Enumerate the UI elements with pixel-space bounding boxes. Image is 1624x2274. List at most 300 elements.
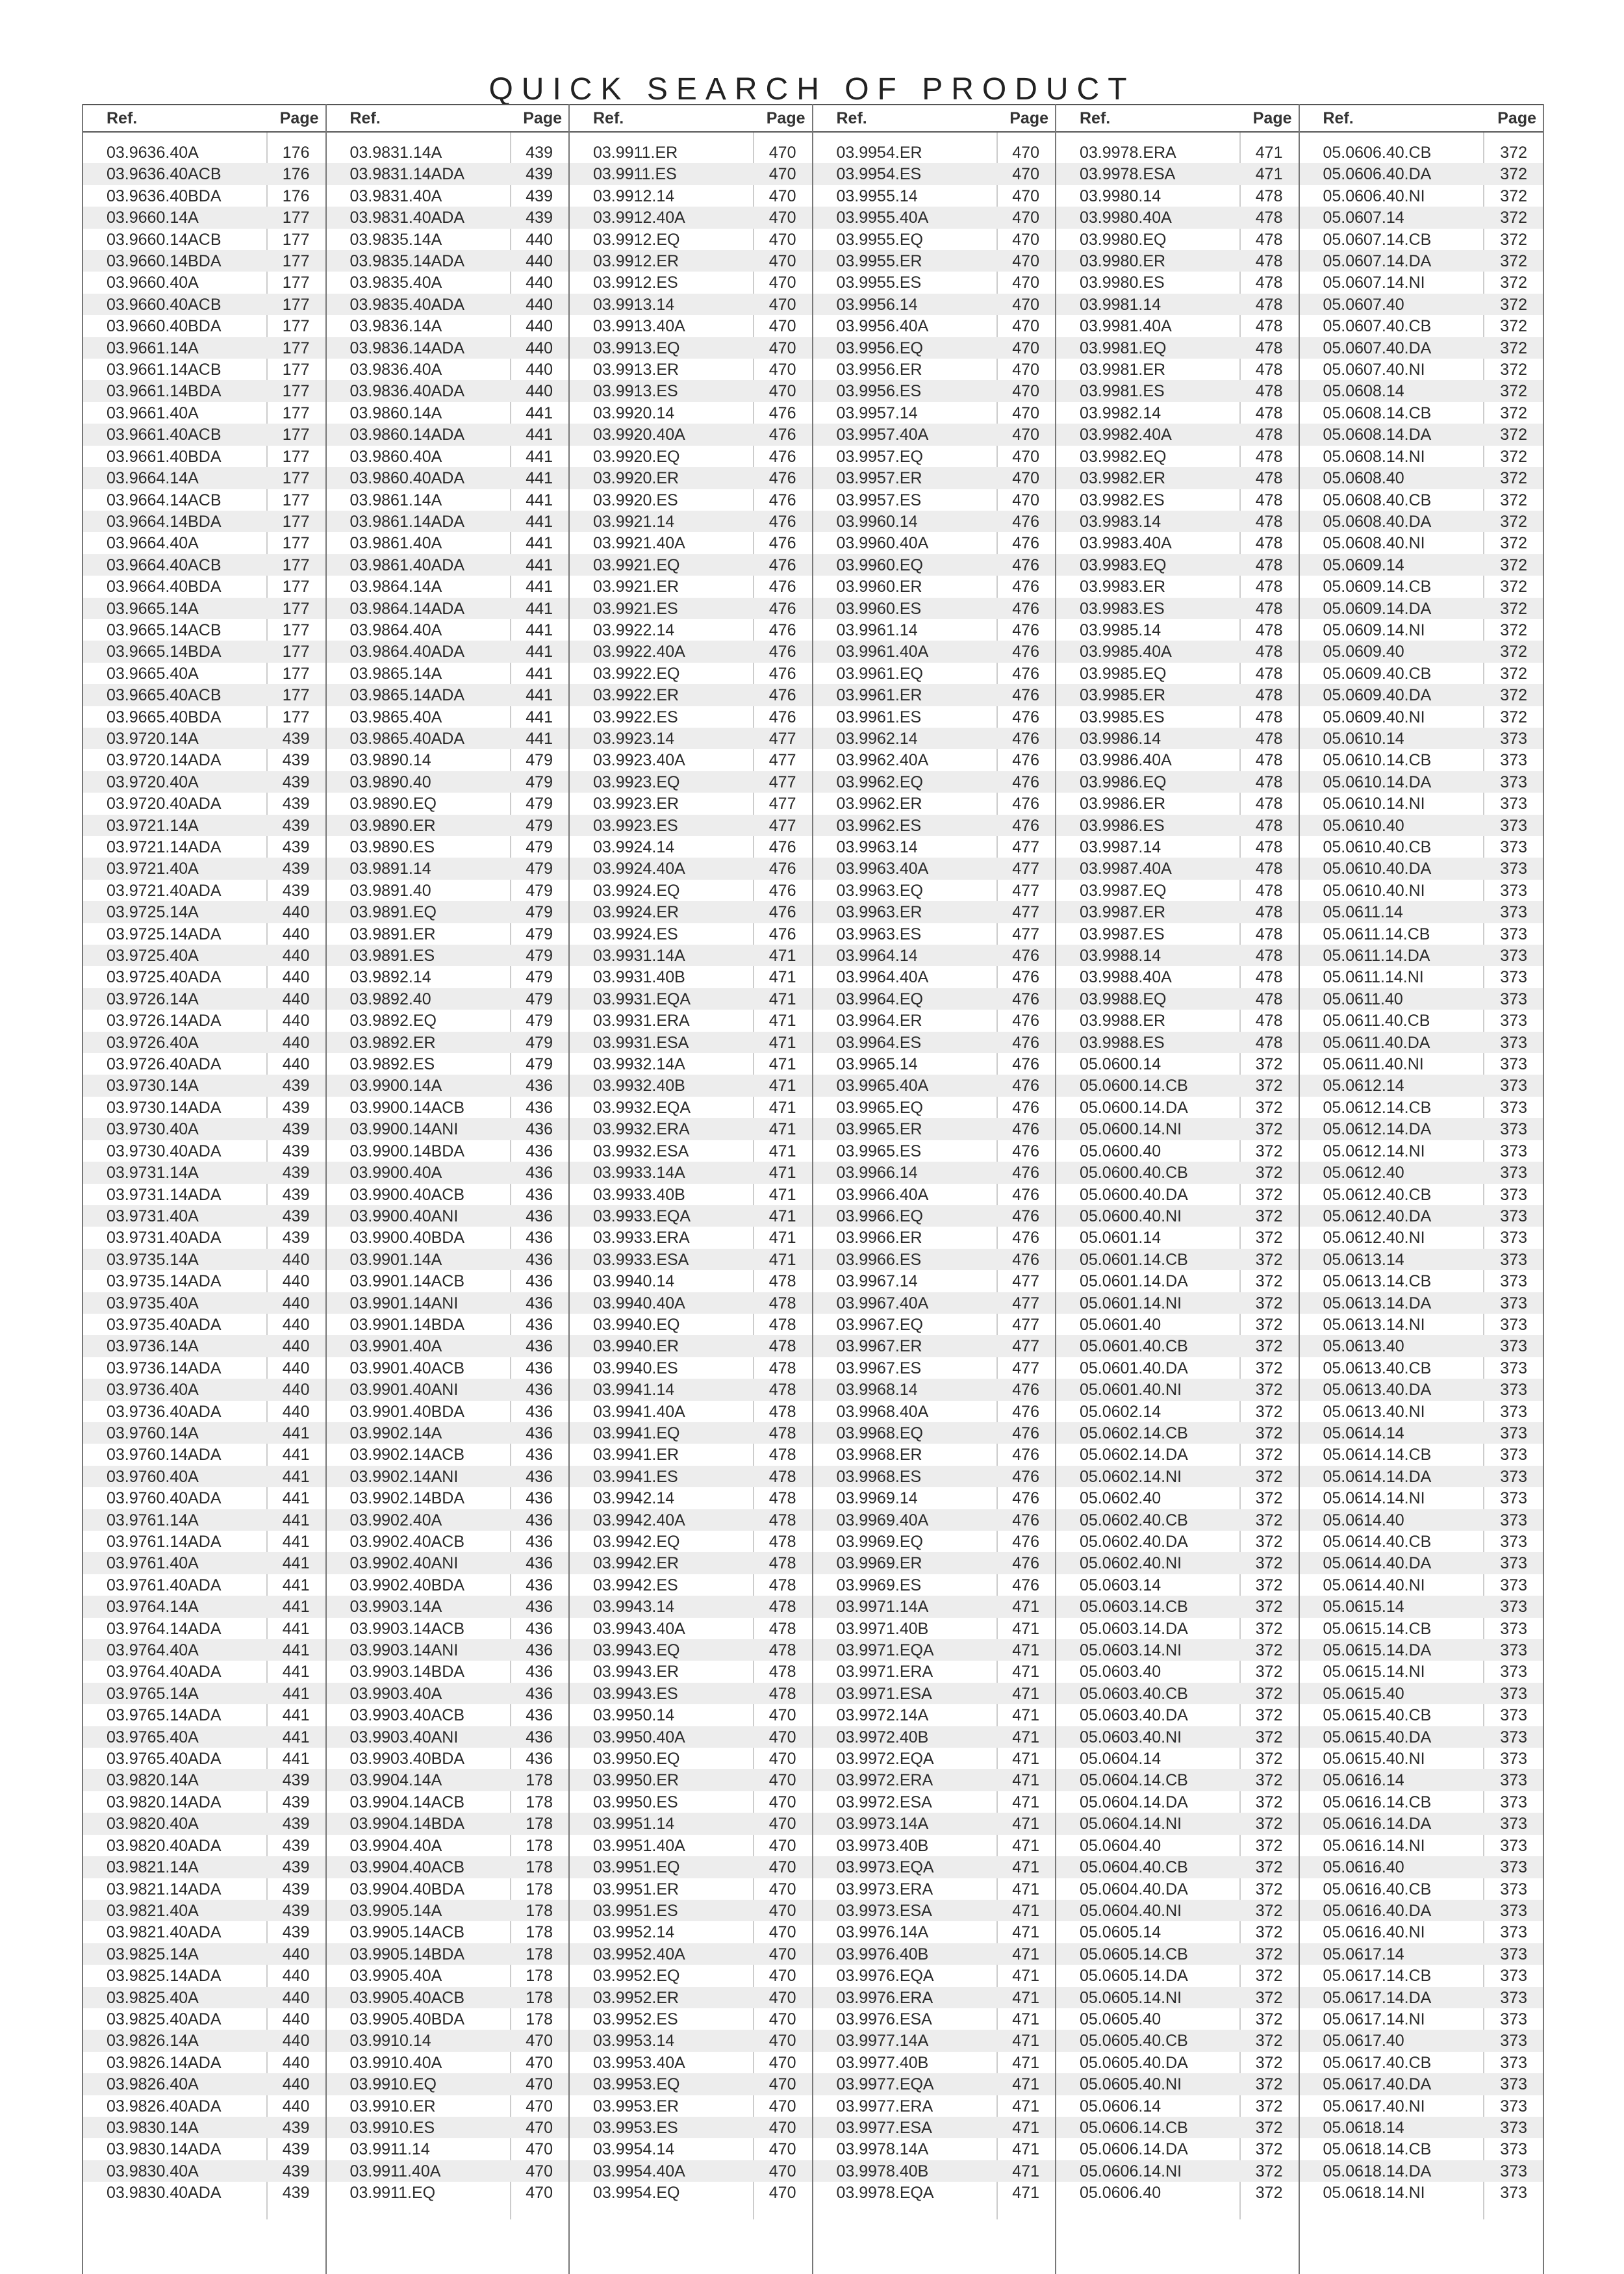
page-number: 439 — [282, 1836, 310, 1855]
page-number: 372 — [1255, 1294, 1283, 1312]
column-rows — [83, 142, 325, 2204]
page-number: 470 — [768, 1901, 796, 1920]
table-row — [813, 858, 1056, 879]
product-ref: 03.9923.ER — [593, 795, 679, 813]
table-row — [1056, 2008, 1299, 2030]
table-row — [83, 1531, 325, 1552]
page-number: 471 — [1012, 1967, 1039, 1986]
product-ref: 03.9665.14BDA — [107, 643, 222, 661]
table-row — [83, 706, 325, 728]
table-row — [1056, 1140, 1299, 1162]
page-number: 441 — [282, 1554, 310, 1573]
page-number: 372 — [1500, 643, 1527, 661]
table-row — [570, 511, 812, 532]
product-ref: 03.9720.14A — [107, 729, 199, 748]
table-row — [327, 185, 569, 207]
product-ref: 05.0617.40.DA — [1323, 2075, 1432, 2094]
table-row — [83, 2030, 325, 2051]
table-row — [1056, 598, 1299, 619]
table-row — [813, 793, 1056, 814]
product-ref: 05.0608.14.CB — [1323, 403, 1432, 422]
table-row — [570, 1813, 812, 1834]
table-row — [1056, 749, 1299, 771]
product-ref: 05.0616.40.DA — [1323, 1901, 1432, 1920]
page-number: 372 — [1255, 1663, 1283, 1681]
page-number: 373 — [1500, 2032, 1527, 2050]
product-ref: 03.9940.14 — [593, 1272, 675, 1291]
table-row — [83, 1032, 325, 1053]
product-ref: 03.9911.ES — [593, 165, 677, 184]
table-row — [1300, 272, 1543, 293]
table-row — [83, 1921, 325, 1943]
product-ref: 03.9835.14A — [349, 230, 442, 249]
table-row — [83, 988, 325, 1010]
page-number: 440 — [282, 1945, 310, 1963]
table-row — [570, 1531, 812, 1552]
product-ref: 05.0603.14.CB — [1080, 1598, 1188, 1616]
page-number: 177 — [282, 686, 310, 705]
page-number: 478 — [1255, 534, 1283, 553]
product-ref: 03.9764.40A — [107, 1641, 199, 1660]
product-ref: 05.0600.40.DA — [1080, 1185, 1188, 1204]
table-row — [1300, 511, 1543, 532]
product-ref: 03.9725.40A — [107, 947, 199, 965]
page-title: QUICK SEARCH OF PRODUCT — [488, 72, 1136, 107]
product-ref: 05.0606.40.NI — [1323, 186, 1425, 205]
page-number: 440 — [526, 252, 553, 271]
table-row — [1056, 945, 1299, 966]
page-number: 478 — [1255, 729, 1283, 748]
page-number: 436 — [526, 1641, 553, 1660]
page-number: 476 — [768, 426, 796, 444]
table-row — [813, 489, 1056, 511]
table-row — [83, 1987, 325, 2008]
product-ref: 03.9831.14A — [349, 144, 442, 162]
page-number: 476 — [768, 664, 796, 683]
page-number: 372 — [1255, 1576, 1283, 1594]
table-row — [813, 1466, 1056, 1487]
table-row — [1300, 684, 1543, 706]
product-ref: 03.9864.14A — [349, 578, 442, 596]
page-number: 436 — [526, 1250, 553, 1269]
product-ref: 05.0617.40.CB — [1323, 2053, 1432, 2072]
table-row — [1056, 272, 1299, 293]
table-row — [327, 793, 569, 814]
page-number: 478 — [1255, 361, 1283, 379]
page-number: 470 — [768, 2184, 796, 2203]
table-row — [570, 489, 812, 511]
table-row — [570, 294, 812, 315]
table-row — [1300, 185, 1543, 207]
page-number: 471 — [1012, 1728, 1039, 1746]
product-ref: 03.9903.14A — [349, 1598, 442, 1616]
table-row — [1300, 663, 1543, 684]
product-ref: 05.0614.40 — [1323, 1511, 1404, 1529]
page-number: 476 — [1012, 1229, 1039, 1247]
page-number: 440 — [526, 295, 553, 314]
table-row — [83, 1965, 325, 1986]
table-row — [1300, 1401, 1543, 1422]
index-column-4 — [813, 104, 1057, 2274]
page-number: 372 — [1255, 2010, 1283, 2028]
product-ref: 03.9977.40B — [836, 2053, 929, 2072]
product-ref: 03.9932.40B — [593, 1077, 685, 1095]
table-row — [1056, 2073, 1299, 2095]
page-number: 471 — [1012, 1641, 1039, 1660]
table-row — [1300, 315, 1543, 337]
product-ref: 05.0608.14.NI — [1323, 447, 1425, 466]
product-ref: 03.9730.40ADA — [107, 1142, 222, 1160]
product-ref: 03.9931.EQA — [593, 990, 691, 1008]
table-row — [813, 1401, 1056, 1422]
product-ref: 03.9820.40A — [107, 1815, 199, 1833]
table-row — [570, 1618, 812, 1639]
table-row — [327, 2138, 569, 2160]
table-row — [1056, 641, 1299, 662]
page-number: 470 — [526, 2097, 553, 2115]
page-number: 478 — [1255, 274, 1283, 292]
page-number: 476 — [1012, 1446, 1039, 1464]
table-row — [1056, 1205, 1299, 1227]
table-row — [813, 2073, 1056, 2095]
product-ref: 03.9826.40A — [107, 2075, 199, 2094]
table-row — [570, 793, 812, 814]
table-row — [327, 836, 569, 858]
product-ref: 03.9951.40A — [593, 1836, 685, 1855]
table-row — [327, 1422, 569, 1444]
page-number: 441 — [282, 1424, 310, 1442]
table-row — [1056, 1965, 1299, 1986]
table-row — [83, 1791, 325, 1813]
table-row — [1056, 1574, 1299, 1596]
product-ref: 03.9730.14ADA — [107, 1098, 222, 1117]
page-number: 373 — [1500, 2053, 1527, 2072]
page-number: 479 — [526, 947, 553, 965]
page-number: 471 — [1012, 1706, 1039, 1725]
page-number: 478 — [1255, 881, 1283, 900]
page-number: 470 — [768, 1815, 796, 1833]
table-row — [1056, 1900, 1299, 1921]
table-row — [83, 771, 325, 793]
page-number: 372 — [1255, 1728, 1283, 1746]
page-number: 372 — [1500, 144, 1527, 162]
product-ref: 05.0602.14.NI — [1080, 1467, 1182, 1486]
product-ref: 03.9950.40A — [593, 1728, 685, 1746]
product-ref: 05.0617.14.DA — [1323, 1988, 1432, 2007]
page-number: 373 — [1500, 1750, 1527, 1769]
table-row — [327, 1921, 569, 1943]
product-ref: 03.9761.14ADA — [107, 1533, 222, 1551]
page-number: 441 — [526, 729, 553, 748]
product-ref: 03.9720.40ADA — [107, 795, 222, 813]
page-number: 477 — [768, 795, 796, 813]
product-ref: 03.9954.14 — [593, 2140, 675, 2159]
page-number: 373 — [1500, 1967, 1527, 1986]
table-row — [1056, 1704, 1299, 1726]
table-row — [1300, 2095, 1543, 2117]
page-number: 478 — [1255, 512, 1283, 531]
product-ref: 05.0617.14.CB — [1323, 1967, 1432, 1986]
product-ref: 03.9665.14A — [107, 599, 199, 618]
product-ref: 03.9982.ER — [1080, 469, 1166, 488]
table-row — [813, 1856, 1056, 1878]
table-row — [813, 966, 1056, 988]
table-row — [1300, 1053, 1543, 1075]
table-row — [813, 1726, 1056, 1748]
table-row — [1056, 793, 1299, 814]
page-number: 372 — [1500, 230, 1527, 249]
page-number: 478 — [1255, 773, 1283, 791]
product-ref: 03.9932.14A — [593, 1055, 685, 1074]
table-row — [1300, 1748, 1543, 1769]
table-row — [813, 1487, 1056, 1509]
table-row — [570, 1466, 812, 1487]
product-ref: 05.0606.40.DA — [1323, 165, 1432, 184]
table-row — [1300, 858, 1543, 879]
page-number: 471 — [1255, 144, 1283, 162]
table-row — [327, 1314, 569, 1335]
product-ref: 05.0612.40.NI — [1323, 1229, 1425, 1247]
product-ref: 05.0609.40.DA — [1323, 686, 1432, 705]
page-number: 476 — [768, 860, 796, 878]
page-number: 177 — [282, 295, 310, 314]
table-row — [1056, 1249, 1299, 1270]
page-number: 372 — [1255, 2075, 1283, 2094]
table-row — [570, 1639, 812, 1661]
product-ref: 03.9973.14A — [836, 1815, 929, 1833]
page-number: 441 — [282, 1533, 310, 1551]
table-row — [570, 1943, 812, 1965]
table-row — [327, 1379, 569, 1400]
product-ref: 05.0607.14.NI — [1323, 274, 1425, 292]
page-number: 373 — [1500, 1489, 1527, 1508]
table-row — [570, 1487, 812, 1509]
table-row — [1056, 858, 1299, 879]
table-row — [1056, 1683, 1299, 1704]
page-number: 439 — [282, 1793, 310, 1811]
page-number: 470 — [768, 252, 796, 271]
page-number: 478 — [1255, 838, 1283, 856]
product-ref: 03.9921.ER — [593, 578, 679, 596]
table-row — [1056, 1357, 1299, 1379]
table-row — [813, 1075, 1056, 1096]
table-row — [327, 272, 569, 293]
table-row — [570, 1314, 812, 1335]
table-row — [327, 706, 569, 728]
page-number: 436 — [526, 1185, 553, 1204]
product-ref: 05.0604.40.DA — [1080, 1880, 1188, 1898]
product-ref: 05.0605.40.CB — [1080, 2032, 1188, 2050]
page-number: 471 — [768, 1229, 796, 1247]
product-ref: 03.9943.EQ — [593, 1641, 680, 1660]
product-ref: 03.9972.ESA — [836, 1793, 932, 1811]
page-number: 439 — [282, 1858, 310, 1877]
table-row — [327, 315, 569, 337]
product-ref: 03.9910.EQ — [349, 2075, 437, 2094]
product-ref: 05.0612.14.NI — [1323, 1142, 1425, 1160]
page-number: 373 — [1500, 1359, 1527, 1377]
page-number: 372 — [1255, 1554, 1283, 1573]
table-row — [1056, 142, 1299, 163]
page-number: 372 — [1255, 1511, 1283, 1529]
table-row — [1300, 923, 1543, 945]
product-ref: 03.9988.40A — [1080, 968, 1172, 987]
page-number: 436 — [526, 1663, 553, 1681]
product-ref: 03.9922.ES — [593, 708, 678, 726]
page-number: 436 — [526, 1576, 553, 1594]
table-row — [83, 1943, 325, 1965]
page-number: 372 — [1255, 1533, 1283, 1551]
page-number: 470 — [768, 361, 796, 379]
product-ref: 05.0602.40 — [1080, 1489, 1161, 1508]
page-number: 372 — [1500, 469, 1527, 488]
product-ref: 03.9661.40ACB — [107, 426, 222, 444]
table-row — [570, 467, 812, 489]
column-rows — [570, 142, 812, 2204]
product-ref: 03.9860.40ADA — [349, 469, 465, 488]
product-ref: 03.9820.40ADA — [107, 1836, 222, 1855]
table-row — [813, 1118, 1056, 1140]
table-row — [83, 1661, 325, 1682]
product-ref: 03.9973.ERA — [836, 1880, 933, 1898]
table-row — [813, 1010, 1056, 1031]
table-row — [813, 1618, 1056, 1639]
table-row — [1056, 294, 1299, 315]
page-number: 439 — [282, 1207, 310, 1225]
product-ref: 03.9968.40A — [836, 1402, 929, 1421]
product-ref: 03.9912.40A — [593, 209, 685, 227]
product-ref: 03.9892.14 — [349, 968, 431, 987]
table-row — [570, 923, 812, 945]
page-number: 477 — [1012, 925, 1039, 943]
page-number: 439 — [282, 1815, 310, 1833]
table-row — [570, 1249, 812, 1270]
column-header — [1056, 104, 1299, 133]
table-row — [327, 1010, 569, 1031]
page-number: 372 — [1500, 274, 1527, 292]
table-row — [813, 1943, 1056, 1965]
table-row — [813, 728, 1056, 749]
product-ref: 05.0611.40 — [1323, 990, 1403, 1008]
table-row — [1300, 815, 1543, 836]
table-row — [1056, 2117, 1299, 2138]
product-ref: 03.9965.ER — [836, 1120, 922, 1139]
page-number: 471 — [1012, 1598, 1039, 1616]
page-number: 441 — [282, 1598, 310, 1616]
product-ref: 05.0603.14.NI — [1080, 1641, 1182, 1660]
table-row — [327, 1943, 569, 1965]
page-number: 372 — [1255, 1901, 1283, 1920]
page-number: 470 — [526, 2118, 553, 2137]
page-number: 439 — [282, 816, 310, 835]
product-ref: 03.9967.40A — [836, 1294, 929, 1312]
product-ref: 03.9831.40ADA — [349, 209, 465, 227]
page-number: 471 — [1012, 1815, 1039, 1833]
product-ref: 03.9986.ES — [1080, 816, 1165, 835]
page-number: 439 — [282, 2140, 310, 2159]
table-row — [813, 272, 1056, 293]
product-ref: 03.9911.40A — [349, 2162, 441, 2180]
table-row — [83, 728, 325, 749]
page-number: 372 — [1500, 599, 1527, 618]
table-row — [1056, 1401, 1299, 1422]
table-row — [813, 1205, 1056, 1227]
page-number: 178 — [526, 1815, 553, 1833]
page-number: 470 — [768, 1967, 796, 1986]
product-ref: 03.9665.40ACB — [107, 686, 222, 705]
table-row — [1300, 619, 1543, 641]
product-ref: 03.9922.EQ — [593, 664, 680, 683]
page-number: 373 — [1500, 1641, 1527, 1660]
page-number: 476 — [1012, 1185, 1039, 1204]
product-ref: 03.9860.14ADA — [349, 426, 465, 444]
table-row — [1056, 1162, 1299, 1183]
table-row — [1300, 294, 1543, 315]
table-row — [570, 858, 812, 879]
page-number: 478 — [768, 1424, 796, 1442]
page-number: 470 — [768, 1750, 796, 1769]
table-row — [327, 2073, 569, 2095]
table-row — [813, 771, 1056, 793]
product-ref: 03.9902.14A — [349, 1424, 442, 1442]
table-row — [570, 1292, 812, 1314]
product-ref: 03.9890.40 — [349, 773, 431, 791]
table-row — [327, 142, 569, 163]
page-number: 478 — [1255, 186, 1283, 205]
table-row — [1300, 2117, 1543, 2138]
product-ref: 03.9964.EQ — [836, 990, 923, 1008]
page-number: 436 — [526, 1598, 553, 1616]
product-ref: 03.9963.40A — [836, 860, 929, 878]
product-ref: 03.9836.14A — [349, 317, 442, 336]
product-ref: 03.9976.EQA — [836, 1967, 934, 1986]
product-ref: 03.9736.14ADA — [107, 1359, 222, 1377]
page-number: 471 — [1012, 1771, 1039, 1790]
table-row — [570, 945, 812, 966]
page-number: 440 — [282, 990, 310, 1008]
product-ref: 03.9962.EQ — [836, 773, 923, 791]
product-ref: 03.9901.40ANI — [349, 1381, 459, 1399]
page-number: 476 — [1012, 1554, 1039, 1573]
product-ref: 03.9731.14A — [107, 1164, 199, 1182]
product-ref: 03.9913.40A — [593, 317, 685, 336]
product-ref: 03.9903.14ANI — [349, 1641, 459, 1660]
product-ref: 03.9921.ES — [593, 599, 678, 618]
product-ref: 03.9661.14BDA — [107, 382, 222, 401]
table-row — [1300, 880, 1543, 901]
product-ref: 05.0613.14.DA — [1323, 1294, 1432, 1312]
table-row — [570, 554, 812, 576]
table-row — [570, 576, 812, 597]
table-row — [83, 1097, 325, 1118]
product-ref: 05.0602.14 — [1080, 1402, 1161, 1421]
ref-header: Ref. — [349, 109, 381, 127]
table-row — [570, 1401, 812, 1422]
table-row — [813, 185, 1056, 207]
product-ref: 03.9942.EQ — [593, 1533, 680, 1551]
page-number: 470 — [768, 1988, 796, 2007]
page-number: 373 — [1500, 1576, 1527, 1594]
product-ref: 03.9933.40B — [593, 1185, 685, 1204]
page-number: 440 — [526, 230, 553, 249]
product-ref: 05.0607.40.CB — [1323, 317, 1432, 336]
page-number: 439 — [282, 2162, 310, 2180]
product-ref: 05.0601.14.CB — [1080, 1250, 1188, 1269]
page-number: 441 — [526, 491, 553, 509]
page-number: 372 — [1255, 1446, 1283, 1464]
page-number: 470 — [768, 1858, 796, 1877]
page-number: 471 — [1012, 2184, 1039, 2203]
